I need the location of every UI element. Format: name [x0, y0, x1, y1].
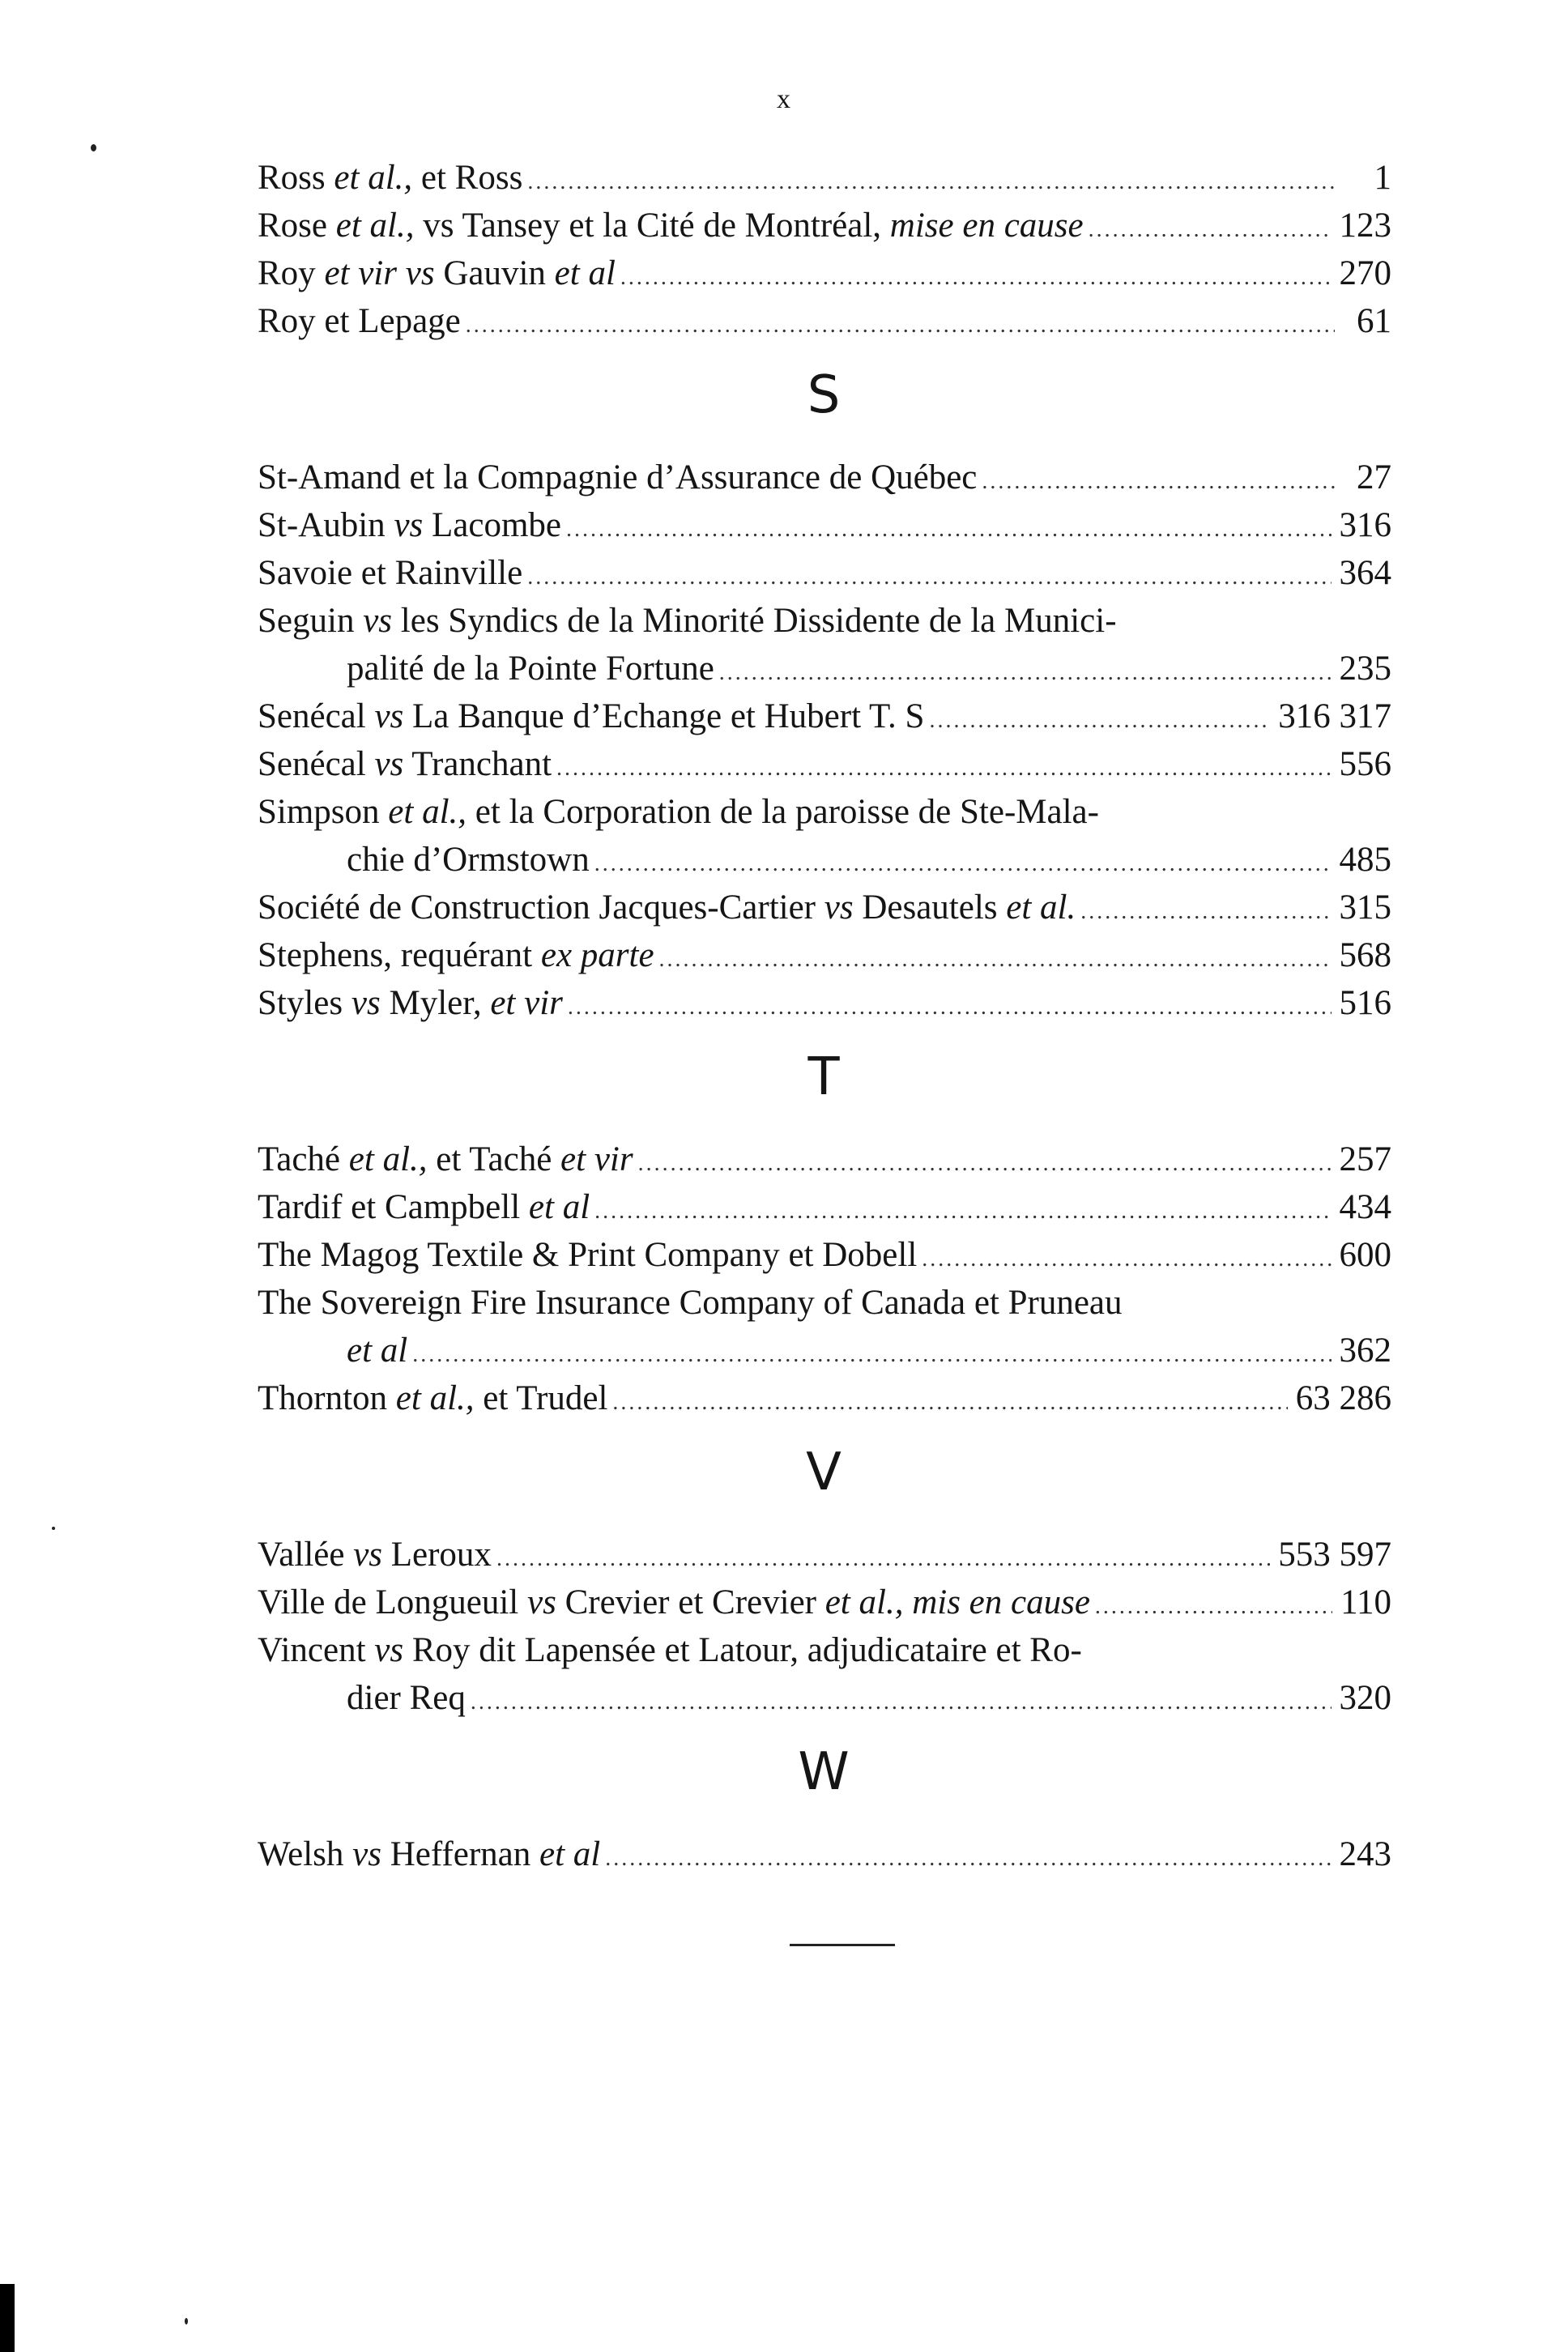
entry-italic-text: vs	[824, 888, 854, 927]
page-reference: 364	[1339, 554, 1391, 592]
entry-italic-text: vs	[352, 1835, 381, 1873]
entry-title	[347, 645, 714, 692]
page-reference: 553 597	[1278, 1536, 1391, 1574]
entry-text: Rose	[258, 207, 336, 245]
page-reference: 434	[1339, 1188, 1391, 1226]
entry-text: Société de Construction Jacques-Cartier	[258, 888, 824, 927]
index-entry	[258, 788, 1391, 836]
index-entry	[258, 1374, 1391, 1422]
dot-leader	[1080, 888, 1331, 935]
entry-text: Senécal	[258, 745, 375, 783]
page-reference: 270	[1339, 254, 1391, 292]
page-reference: 316	[1339, 506, 1391, 544]
index-entry	[258, 549, 1391, 597]
entry-title	[258, 1279, 1123, 1327]
index-entry	[258, 1674, 1391, 1722]
entry-italic-text: vs	[394, 506, 424, 544]
entry-text: Simpson	[258, 793, 389, 831]
dot-leader	[982, 458, 1335, 505]
index-entry	[258, 884, 1391, 931]
entry-italic-text: ex parte	[540, 936, 654, 974]
dot-leader	[719, 649, 1332, 697]
entry-title	[258, 692, 924, 740]
page-reference: 123	[1339, 207, 1391, 245]
section-letter: S	[807, 365, 842, 425]
page-reference: 235	[1339, 650, 1391, 688]
index-entry	[258, 1183, 1391, 1231]
margin-speck	[52, 1527, 55, 1530]
entry-text: et Trudel	[474, 1379, 608, 1417]
index-entry	[258, 1531, 1391, 1579]
entry-italic-text: et vir vs	[324, 254, 435, 292]
dot-leader	[496, 1535, 1270, 1583]
entry-title	[258, 501, 561, 549]
entry-text: Tranchant	[403, 745, 552, 783]
entry-italic-text: et al.,	[334, 159, 413, 197]
entry-title	[347, 836, 590, 884]
page-reference: 600	[1339, 1236, 1391, 1274]
entry-text: Styles	[258, 984, 352, 1022]
dot-leader	[594, 840, 1332, 888]
dot-leader	[527, 158, 1335, 206]
entry-text: Seguin	[258, 602, 364, 640]
dot-leader	[527, 553, 1331, 601]
entry-text: Myler,	[380, 984, 491, 1022]
entry-text: Ville de Longueuil	[258, 1583, 527, 1621]
entry-title	[347, 1674, 466, 1722]
page-reference: 257	[1339, 1140, 1391, 1178]
entry-text: St-Amand et la Compagnie d’Assurance de Québec	[258, 458, 978, 496]
page-reference: 556	[1339, 745, 1391, 783]
entry-text: Thornton	[258, 1379, 396, 1417]
scan-edge-mark	[0, 2284, 15, 2352]
entry-title	[347, 1327, 407, 1374]
entry-italic-text: et al., mis en cause	[824, 1583, 1090, 1621]
index-entry	[258, 740, 1391, 788]
entry-title	[258, 1374, 607, 1422]
dot-leader	[412, 1331, 1331, 1378]
entry-italic-text: vs	[353, 1536, 383, 1574]
entry-title	[258, 249, 616, 297]
dot-leader	[605, 1834, 1331, 1882]
entry-title	[258, 1830, 600, 1878]
entry-italic-text: et al.,	[335, 207, 415, 245]
page-reference: 61	[1357, 302, 1391, 340]
index-entry	[258, 979, 1391, 1027]
entry-text: Taché	[258, 1140, 349, 1178]
index-entry	[258, 297, 1391, 345]
entry-italic-text: vs	[351, 984, 381, 1022]
index-entry	[258, 836, 1391, 884]
entry-italic-text: vs	[526, 1583, 556, 1621]
index-entry	[258, 645, 1391, 692]
entry-title	[258, 297, 461, 345]
dot-leader	[929, 697, 1270, 744]
index-entry	[258, 1830, 1391, 1878]
dot-leader	[922, 1235, 1331, 1283]
dot-leader	[1089, 206, 1332, 254]
entry-italic-text: et al.,	[388, 793, 467, 831]
index-entry	[258, 1231, 1391, 1279]
dot-leader	[620, 254, 1332, 301]
entry-text: The Magog Textile & Print Company et Dobell	[258, 1236, 918, 1274]
entry-text: Gauvin	[434, 254, 555, 292]
dot-leader	[594, 1187, 1331, 1235]
entry-title	[258, 1136, 633, 1183]
entry-text: Vallée	[258, 1536, 354, 1574]
entry-italic-text: vs	[374, 1631, 404, 1669]
entry-title	[258, 1579, 1090, 1626]
entry-text: palité de la Pointe Fortune	[347, 650, 714, 688]
page-reference: 110	[1340, 1583, 1391, 1621]
index-entry	[258, 1327, 1391, 1374]
entry-text: The Sovereign Fire Insurance Company of Canada et Pruneau	[258, 1284, 1123, 1322]
section-letter: T	[807, 1047, 842, 1107]
entry-title	[258, 1626, 1082, 1674]
entry-text: La Banque d’Echange et Hubert T. S	[403, 697, 925, 735]
entry-italic-text: et vir	[560, 1140, 633, 1178]
page-reference: 27	[1357, 458, 1391, 496]
page-reference: 362	[1339, 1332, 1391, 1370]
entry-title	[258, 1531, 492, 1579]
entry-title	[258, 884, 1076, 931]
entry-text: Desautels	[853, 888, 1007, 927]
page-reference: 568	[1339, 936, 1391, 974]
margin-speck	[91, 144, 96, 151]
entry-italic-text: vs	[374, 697, 404, 735]
dot-leader	[612, 1378, 1287, 1426]
index-entry	[258, 931, 1391, 979]
entry-text: et la Corporation de la paroisse de Ste-Mala-	[467, 793, 1099, 831]
dot-leader	[556, 744, 1331, 792]
entry-text: Stephens, requérant	[258, 936, 541, 974]
page-number: x	[777, 84, 791, 114]
margin-speck	[185, 2318, 188, 2324]
index-entry	[258, 501, 1391, 549]
index-entry	[258, 692, 1391, 740]
entry-text: Tardif et Campbell	[258, 1188, 529, 1226]
entry-italic-text: et al	[554, 254, 616, 292]
closing-rule	[790, 1944, 895, 1946]
entry-text: Savoie et Rainville	[258, 554, 523, 592]
entry-title	[258, 1183, 590, 1231]
entry-italic-text: vs	[363, 602, 393, 640]
entry-text: Welsh	[258, 1835, 353, 1873]
index-entry	[258, 1626, 1391, 1674]
entry-title	[258, 597, 1117, 645]
entry-title	[258, 931, 654, 979]
page-reference: 63 286	[1295, 1379, 1391, 1417]
entry-text: Roy dit Lapensée et Latour, adjudicataire et Ro-	[403, 1631, 1082, 1669]
dot-leader	[1095, 1583, 1332, 1630]
entry-text: St-Aubin	[258, 506, 394, 544]
entry-italic-text: et al.,	[395, 1379, 475, 1417]
entry-text: chie d’Ormstown	[347, 841, 590, 879]
entry-text: Roy	[258, 254, 325, 292]
entry-italic-text: et al.	[1006, 888, 1076, 927]
index-entry	[258, 597, 1391, 645]
entry-text: les Syndics de la Minorité Dissidente de la Munici-	[392, 602, 1117, 640]
index-entry	[258, 1279, 1391, 1327]
page-reference: 320	[1339, 1679, 1391, 1717]
index-entry	[258, 249, 1391, 297]
dot-leader	[568, 983, 1332, 1031]
entry-italic-text: mise en cause	[889, 207, 1084, 245]
index-entry	[258, 454, 1391, 501]
entry-italic-text: et vir	[490, 984, 563, 1022]
entry-title	[258, 788, 1099, 836]
page-reference: 243	[1339, 1835, 1391, 1873]
index-entry	[258, 202, 1391, 249]
entry-title	[258, 454, 977, 501]
entry-text: vs Tansey et la Cité de Montréal,	[414, 207, 890, 245]
entry-title	[258, 202, 1084, 249]
index-entry	[258, 154, 1391, 202]
page-reference: 315	[1339, 888, 1391, 927]
index-list	[258, 154, 1391, 1878]
entry-italic-text: vs	[374, 745, 404, 783]
index-entry	[258, 1136, 1391, 1183]
entry-text: Vincent	[258, 1631, 375, 1669]
dot-leader	[466, 301, 1335, 349]
page-reference: 485	[1339, 841, 1391, 879]
entry-text: Crevier et Crevier	[556, 1583, 825, 1621]
page-reference: 316 317	[1278, 697, 1391, 735]
entry-italic-text: et al	[528, 1188, 590, 1226]
entry-text: Leroux	[382, 1536, 492, 1574]
page-reference: 516	[1339, 984, 1391, 1022]
entry-title	[258, 979, 563, 1027]
dot-leader	[471, 1678, 1332, 1726]
index-entry	[258, 1579, 1391, 1626]
entry-italic-text: et al.,	[348, 1140, 428, 1178]
dot-leader	[638, 1140, 1332, 1187]
entry-text: et Taché	[427, 1140, 561, 1178]
entry-title	[258, 1231, 917, 1279]
section-letter: W	[798, 1742, 851, 1802]
entry-text: Lacombe	[423, 506, 561, 544]
entry-title	[258, 549, 522, 597]
entry-text: et Ross	[412, 159, 523, 197]
entry-text: Roy et Lepage	[258, 302, 461, 340]
section-letter: V	[806, 1442, 843, 1502]
page-reference: 1	[1374, 159, 1391, 197]
dot-leader	[659, 935, 1332, 983]
entry-text: Heffernan	[381, 1835, 539, 1873]
entry-title	[258, 740, 552, 788]
entry-text: Ross	[258, 159, 334, 197]
entry-title	[258, 154, 522, 202]
entry-italic-text: et al	[347, 1332, 408, 1370]
entry-text: dier Req	[347, 1679, 466, 1717]
entry-text: Senécal	[258, 697, 375, 735]
dot-leader	[566, 505, 1332, 553]
entry-italic-text: et al	[539, 1835, 601, 1873]
